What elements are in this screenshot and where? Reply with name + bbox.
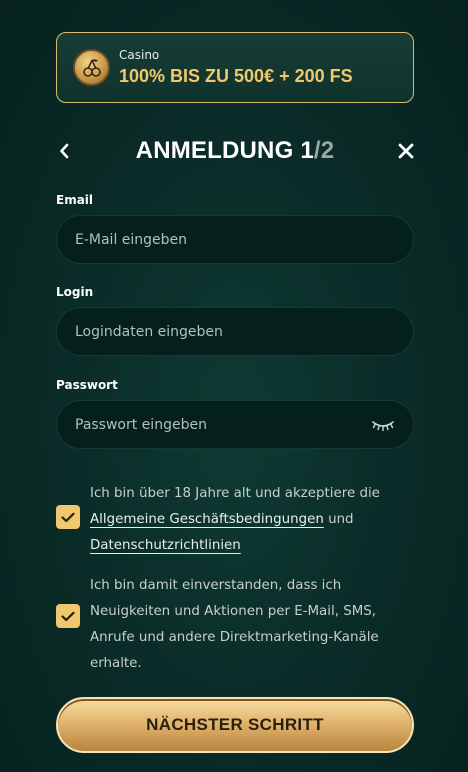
form-header bbox=[56, 136, 414, 166]
step-separator: / bbox=[313, 137, 321, 164]
terms-checkbox[interactable] bbox=[56, 505, 80, 529]
eye-closed-icon[interactable] bbox=[371, 418, 395, 432]
registration-form bbox=[56, 32, 414, 753]
next-step-button[interactable]: NÄCHSTER SCHRITT bbox=[56, 697, 414, 753]
terms-text bbox=[90, 481, 414, 559]
page-title bbox=[136, 137, 335, 165]
password-label: Passwort bbox=[56, 378, 118, 392]
email-field-wrapper bbox=[56, 215, 414, 264]
banner-offer: 100% BIS ZU 500€ + 200 FS bbox=[119, 66, 353, 86]
step-current: 1 bbox=[300, 137, 314, 164]
terms-text-and: und bbox=[323, 512, 354, 527]
bonus-banner[interactable] bbox=[56, 32, 414, 103]
checkmark-icon bbox=[61, 512, 75, 523]
terms-consent bbox=[56, 481, 414, 559]
privacy-link[interactable]: Datenschutzrichtlinien bbox=[90, 538, 241, 553]
terms-link[interactable]: Allgemeine Geschäftsbedingungen bbox=[90, 512, 324, 527]
login-field[interactable] bbox=[75, 324, 395, 340]
close-icon[interactable] bbox=[398, 139, 414, 163]
marketing-checkbox[interactable] bbox=[56, 604, 80, 628]
login-field-wrapper bbox=[56, 307, 414, 356]
terms-text-before: Ich bin über 18 Jahre alt und akzeptiere die bbox=[90, 486, 380, 501]
marketing-text: Ich bin damit einverstanden, dass ich Neuigkeiten und Aktionen per E-Mail, SMS, Anrufe und andere Direktmarketing-Kanäle erhalte. bbox=[90, 578, 379, 671]
cherries-coin-icon bbox=[73, 49, 110, 86]
login-label: Login bbox=[56, 285, 94, 299]
email-field[interactable] bbox=[75, 232, 395, 248]
email-label: Email bbox=[56, 193, 94, 207]
step-total: 2 bbox=[320, 137, 335, 164]
password-field[interactable] bbox=[75, 417, 371, 433]
marketing-consent bbox=[56, 573, 414, 677]
banner-category: Casino bbox=[119, 48, 160, 62]
chevron-left-icon[interactable] bbox=[56, 139, 72, 163]
checkmark-icon bbox=[61, 611, 75, 622]
title-text: ANMELDUNG bbox=[135, 137, 294, 164]
password-field-wrapper bbox=[56, 400, 414, 449]
